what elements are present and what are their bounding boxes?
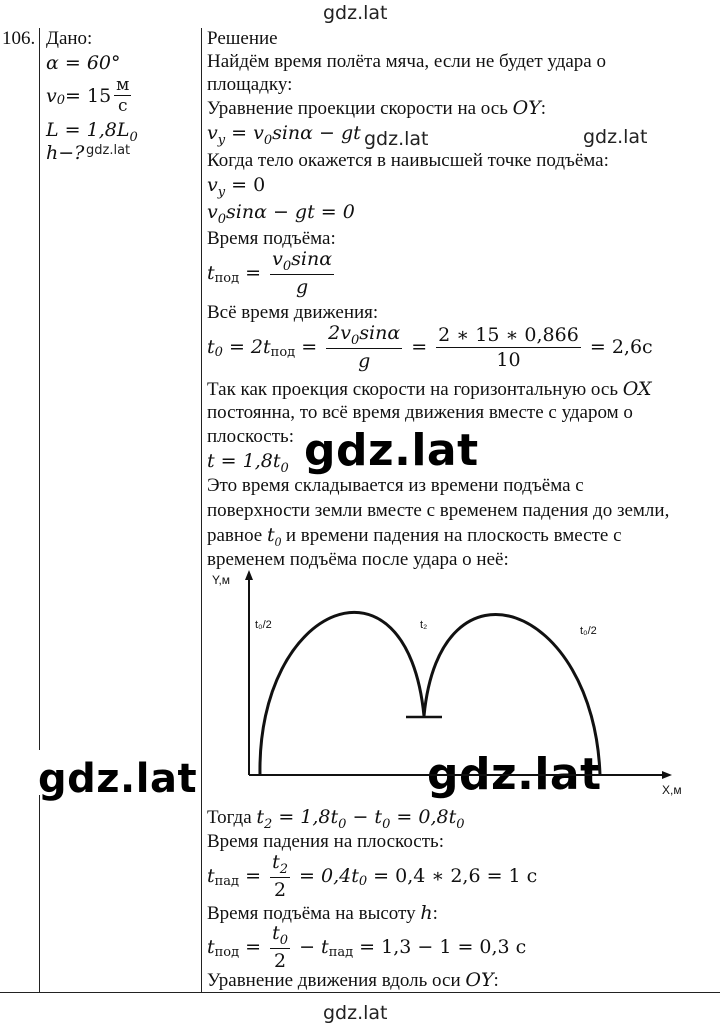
given-v0-symbol: v	[46, 84, 57, 107]
eq-tpad-lhs-sub: пад	[214, 873, 240, 889]
eq-t2-d: = 0,8t	[390, 806, 457, 828]
eq-tpad-rest2: = 0,4 ∗ 2,6 = 1 с	[367, 865, 538, 887]
solution-p12	[207, 524, 622, 548]
eq-tpad-fraction	[270, 851, 290, 901]
solution-p9: плоскость:	[207, 426, 294, 447]
eq-zero	[207, 201, 355, 227]
eq-zero-b: sinα − gt = 0	[226, 201, 355, 223]
eq-vy0-b: = 0	[225, 174, 266, 196]
solution-p14	[207, 806, 465, 831]
eq-vy-b-sub: 0	[263, 133, 273, 148]
eq-tpad-lhs: t	[207, 865, 215, 887]
solution-p3-text: Уравнение проекции скорости на ось	[207, 98, 513, 119]
watermark-inline: gdz.lat	[364, 128, 429, 150]
watermark-given: gdz.lat	[86, 143, 131, 158]
eq-t0-mid-sub: под	[270, 344, 296, 360]
given-alpha: α = 60°	[46, 52, 121, 74]
solution-p8: постоянна, то всё время движения вместе с ударом о	[207, 402, 633, 423]
eq-t0-num1-v: 2v	[328, 322, 351, 344]
eq-vy-b: = v	[225, 122, 264, 144]
eq-t0-eq2: =	[405, 336, 434, 358]
eq-t2-b-sub: 0	[338, 817, 347, 832]
solution-p14-text: Тогда	[207, 807, 257, 828]
eq-t2-c: − t	[346, 806, 383, 828]
eq-tpod2-eq: =	[239, 936, 268, 958]
solution-p11: поверхности земли вместе с временем падения до земли,	[207, 500, 670, 521]
eq-tpod2-lhs-sub: под	[214, 944, 240, 960]
eq-tpod-num-sub: 0	[282, 259, 292, 274]
eq-tpad-rest: = 0,4t	[292, 865, 359, 887]
solution-p5: Время подъёма:	[207, 228, 336, 249]
eq-t0-num2: 2 ∗ 15 ∗ 0,866	[438, 323, 579, 346]
eq-tpod2-rest2: = 1,3 − 1 = 0,3 с	[353, 936, 527, 958]
given-v0-unit-num: м	[116, 75, 130, 95]
eq-tpod2-fraction	[270, 922, 290, 972]
solution-p17-axis: OY	[465, 969, 494, 991]
eq-t2	[256, 806, 465, 832]
graph-left-arc-label: t₀/2	[255, 619, 272, 631]
eq-t-a: t = 1,8t	[207, 450, 281, 472]
eq-vy0	[207, 174, 266, 200]
graph-y-label: Y,м	[212, 573, 231, 587]
eq-tpod2-lhs: t	[207, 936, 215, 958]
solution-p16-text: Время подъёма на высоту	[207, 903, 421, 924]
problem-number: 106.	[2, 28, 36, 49]
solution-p7-axis: OX	[622, 378, 652, 400]
eq-tpod-num	[270, 248, 334, 275]
solution-p17-text: Уравнение движения вдоль оси	[207, 970, 466, 991]
graph-y-arrow	[245, 570, 253, 580]
eq-vy-a-sub: y	[217, 133, 226, 148]
given-v0	[46, 76, 134, 115]
eq-tpad	[207, 851, 537, 901]
solution-p13: временем подъёма после удара о неё:	[207, 549, 509, 570]
eq-t2-a: t	[256, 806, 265, 828]
given-L-sub: 0	[129, 130, 138, 145]
eq-tpod-num-rest: sinα	[291, 248, 333, 270]
solution-p1: Найдём время полёта мяча, если не будет удара о	[207, 51, 606, 72]
eq-tpad-num-sub: 2	[279, 862, 288, 877]
solution-p12-b: и времени падения на плоскость вместе с	[281, 525, 622, 546]
eq-tpod-eq: =	[239, 262, 268, 284]
solution-p12-sub: 0	[274, 534, 282, 549]
watermark-bottom: gdz.lat	[323, 1002, 388, 1024]
watermark-left: gdz.lat	[38, 756, 198, 802]
eq-t0-mid: = 2t	[222, 336, 271, 358]
solution-p3-end: :	[540, 98, 547, 119]
solution-p2: площадку:	[207, 74, 293, 95]
eq-vy-c: sinα − gt	[272, 122, 361, 144]
given-v0-unit	[114, 76, 131, 115]
eq-tpod-fraction	[270, 248, 334, 298]
eq-t0-eq: =	[295, 336, 324, 358]
solution-p3	[207, 97, 546, 120]
given-v0-value: = 15	[65, 84, 112, 107]
eq-t2-b: = 1,8t	[272, 806, 339, 828]
solution-p7-text: Так как проекция скорости на горизонтальную ось	[207, 379, 623, 400]
solution-p12-t: t	[267, 524, 275, 546]
graph-x-arrow	[662, 771, 672, 779]
eq-t0-fraction1	[326, 322, 402, 372]
eq-tpod-lhs-sub: под	[214, 270, 240, 286]
solution-p10: Это время складывается из времени подъёма с	[207, 475, 584, 496]
solution-p6: Всё время движения:	[207, 302, 379, 323]
eq-vy	[207, 122, 361, 148]
eq-t0-lhs: t	[207, 336, 215, 358]
watermark-right: gdz.lat	[583, 126, 648, 148]
table-column-divider	[201, 28, 202, 992]
solution-p17	[207, 969, 499, 992]
eq-tpod2	[207, 922, 526, 972]
eq-t0-num1-rest: sinα	[359, 322, 401, 344]
eq-tpod2-rest-sub: пад	[328, 944, 354, 960]
eq-tpod2-num	[270, 922, 290, 949]
given-title: Дано:	[46, 28, 93, 49]
graph-x-label: X,м	[662, 783, 682, 797]
table-border-left	[39, 28, 40, 750]
eq-tpod-num-v: v	[272, 248, 283, 270]
eq-tpad-rest-sub: 0	[358, 873, 368, 889]
watermark-graph: gdz.lat	[423, 749, 606, 800]
given-v0-sub: 0	[56, 93, 66, 108]
eq-t0-num1	[326, 322, 402, 349]
eq-vy0-a: v	[207, 174, 218, 196]
watermark-middle: gdz.lat	[304, 425, 479, 476]
solution-p4: Когда тело окажется в наивысшей точке подъёма:	[207, 150, 609, 171]
given-v0-unit-den: с	[118, 96, 128, 116]
eq-tpod2-num-t: t	[272, 922, 280, 944]
watermark-top: gdz.lat	[323, 2, 388, 24]
eq-tpod-lhs: t	[207, 262, 215, 284]
eq-t0-den2: 10	[496, 348, 521, 371]
eq-tpad-num	[270, 851, 290, 878]
eq-tpad-eq: =	[239, 865, 268, 887]
eq-t2-d-sub: 0	[456, 817, 465, 832]
graph-middle-label: t₂	[420, 619, 428, 631]
eq-tpad-num-t: t	[272, 851, 280, 873]
solution-p16-end: :	[432, 903, 438, 924]
trajectory-graph	[202, 568, 720, 798]
eq-t0	[207, 322, 653, 372]
eq-tpod	[207, 248, 337, 298]
eq-tpod2-num-sub: 0	[279, 933, 289, 948]
solution-p16-h: h	[420, 902, 433, 924]
eq-t-a-sub: 0	[280, 461, 289, 476]
given-L	[46, 119, 138, 145]
eq-t0-fraction2	[436, 324, 581, 371]
eq-zero-a: v	[207, 201, 218, 223]
eq-tpod2-den: 2	[274, 950, 287, 972]
eq-t0-den1: g	[358, 350, 371, 372]
table-border-left-lower	[39, 795, 40, 992]
table-bottom-border	[0, 992, 720, 993]
solution-p15: Время падения на плоскость:	[207, 831, 444, 852]
solution-heading: Решение	[207, 28, 278, 49]
eq-t0-num1-sub: 0	[350, 333, 360, 348]
eq-t0-lhs-sub: 0	[214, 344, 223, 360]
graph-right-arc-label: t₀/2	[580, 625, 597, 637]
solution-p7	[207, 378, 652, 401]
eq-tpod-den: g	[296, 276, 309, 298]
eq-tpod2-rest: − t	[293, 936, 329, 958]
solution-p17-end: :	[493, 970, 499, 991]
eq-vy0-a-sub: y	[217, 185, 226, 200]
solution-p12-a: равное	[207, 525, 267, 546]
eq-t2-a-sub: 2	[264, 817, 273, 832]
eq-t	[207, 450, 289, 476]
eq-t0-result: = 2,6с	[583, 336, 653, 358]
eq-tpad-den: 2	[273, 879, 287, 901]
graph-right-arc	[424, 614, 600, 775]
eq-vy-a: v	[207, 122, 218, 144]
given-find-h: h−?	[46, 142, 85, 164]
graph-left-arc	[260, 612, 424, 775]
given-L-text: L = 1,8L	[46, 119, 130, 141]
eq-zero-a-sub: 0	[217, 212, 227, 227]
solution-p3-axis: OY	[512, 97, 541, 119]
eq-t2-c-sub: 0	[382, 817, 391, 832]
